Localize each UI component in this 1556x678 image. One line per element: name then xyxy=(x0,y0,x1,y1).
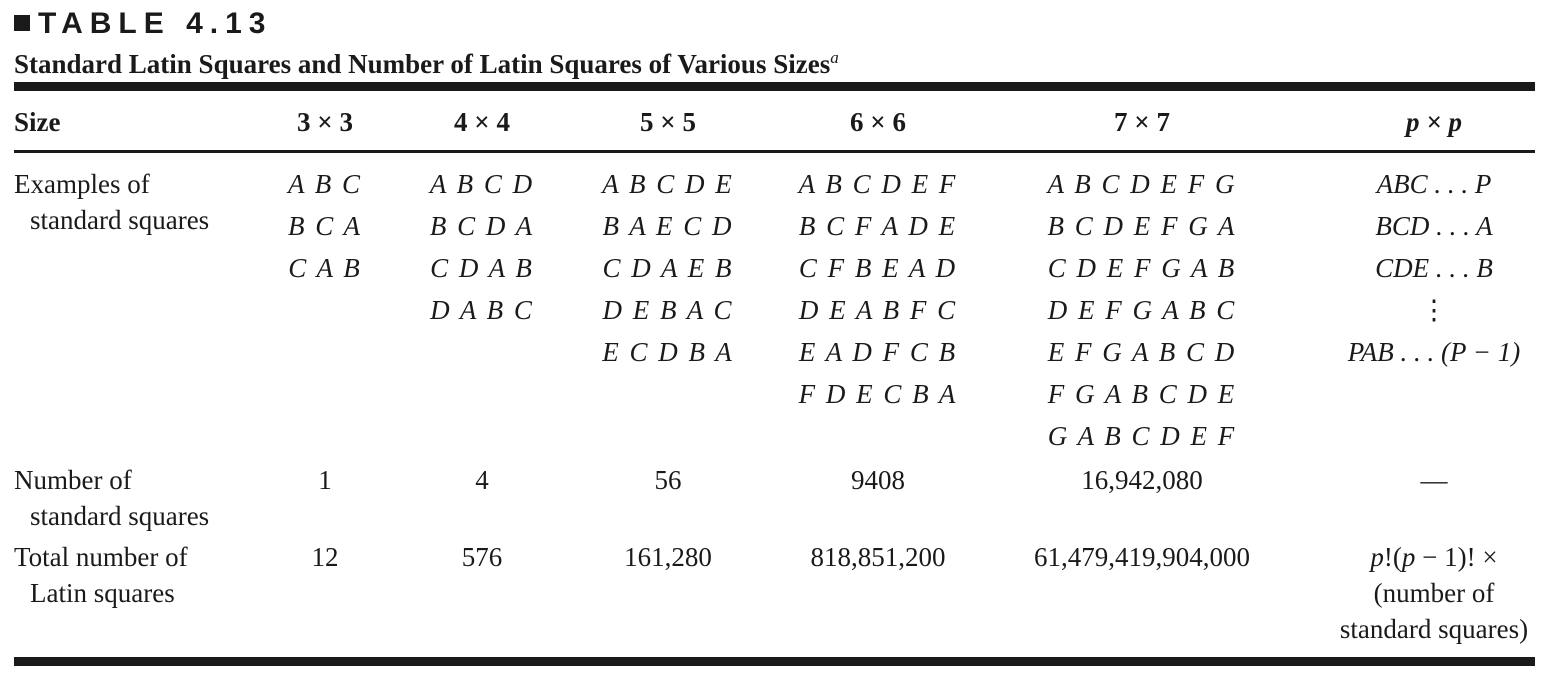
square-row: C D E F G A B xyxy=(1047,253,1237,283)
square-row: C D A E B xyxy=(602,253,734,283)
total-count-6: 818,851,200 xyxy=(810,542,946,572)
bottom-rule xyxy=(14,657,1535,666)
standard-count-4: 4 xyxy=(475,465,489,495)
square-row: D E F G A B C xyxy=(1047,295,1237,325)
square-5x5 xyxy=(602,163,734,373)
square-row: E C D B A xyxy=(602,337,734,367)
vertical-ellipsis: ⋮ xyxy=(1420,295,1448,325)
square-row: F G A B C D E xyxy=(1047,379,1237,409)
square-row: D E A B F C xyxy=(798,295,958,325)
header-size-4: 4 × 4 xyxy=(454,107,510,137)
total-count-7: 61,479,419,904,000 xyxy=(1034,542,1250,572)
square-row: ABC . . . P xyxy=(1376,169,1492,199)
square-row: A B C D E xyxy=(602,169,734,199)
row-label-line: standard squares xyxy=(30,501,210,531)
square-4x4 xyxy=(430,163,534,331)
standard-count-7: 16,942,080 xyxy=(1081,465,1203,495)
total-count-p-line: p!(p − 1)! × xyxy=(1370,542,1498,572)
title-footnote-marker: a xyxy=(830,48,839,67)
square-row: C F B E A D xyxy=(798,253,958,283)
standard-count-p: — xyxy=(1420,465,1448,495)
square-row: F D E C B A xyxy=(798,379,958,409)
square-row: CDE . . . B xyxy=(1375,253,1493,283)
square-row: B C D A xyxy=(429,211,535,241)
square-row: D A B C xyxy=(430,295,534,325)
bullet-square-icon xyxy=(14,15,30,31)
header-rule xyxy=(14,150,1535,153)
total-count-4: 576 xyxy=(461,542,503,572)
row-label-standard-count xyxy=(14,462,209,534)
standard-count-6: 9408 xyxy=(851,465,905,495)
standard-count-5: 56 xyxy=(654,465,682,495)
square-row: G A B C D E F xyxy=(1047,421,1237,451)
square-row: B A E C D xyxy=(602,211,734,241)
square-row: C D A B xyxy=(430,253,534,283)
square-row: A B C D E F xyxy=(798,169,958,199)
square-row: BCD . . . A xyxy=(1375,211,1493,241)
table-title xyxy=(14,46,839,82)
square-row: B C A xyxy=(287,211,363,241)
header-size-3: 3 × 3 xyxy=(297,107,353,137)
square-3x3 xyxy=(288,163,362,289)
square-row: E F G A B C D xyxy=(1047,337,1237,367)
table-title-text: Standard Latin Squares and Number of Latin Squares of Various Sizes xyxy=(14,49,831,79)
square-6x6 xyxy=(799,163,958,415)
standard-count-3: 1 xyxy=(318,465,332,495)
header-size-7: 7 × 7 xyxy=(1114,107,1170,137)
square-general xyxy=(1348,163,1520,373)
top-rule xyxy=(14,82,1535,91)
total-count-p xyxy=(1340,539,1528,647)
table-label xyxy=(14,4,273,44)
total-count-3: 12 xyxy=(311,542,339,572)
row-label-line: Latin squares xyxy=(30,578,175,608)
row-label-line: standard squares xyxy=(30,205,210,235)
square-row: B C F A D E xyxy=(798,211,958,241)
row-label-total-count xyxy=(14,539,188,611)
total-count-p-line: (number of xyxy=(1373,578,1495,608)
square-7x7 xyxy=(1048,163,1237,457)
table-label-text: TABLE 4.13 xyxy=(38,7,273,40)
total-count-p-line: standard squares) xyxy=(1339,614,1529,644)
square-row: E A D F C B xyxy=(798,337,958,367)
square-row: D E B A C xyxy=(602,295,734,325)
header-size-6: 6 × 6 xyxy=(850,107,906,137)
total-count-5: 161,280 xyxy=(624,542,712,572)
square-row: A B C D E F G xyxy=(1047,169,1237,199)
header-size-5: 5 × 5 xyxy=(640,107,696,137)
header-size-p: p × p xyxy=(1406,107,1462,137)
square-row: B C D E F G A xyxy=(1047,211,1237,241)
row-label-line: Number of xyxy=(14,465,132,495)
square-row: A B C xyxy=(287,169,363,199)
header-size: Size xyxy=(14,107,61,137)
row-label-line: Examples of xyxy=(14,169,150,199)
square-row: PAB . . . (P − 1) xyxy=(1347,337,1521,367)
row-label-line: Total number of xyxy=(14,542,188,572)
square-row: C A B xyxy=(288,253,362,283)
square-row: A B C D xyxy=(429,169,535,199)
row-label-examples xyxy=(14,166,209,238)
